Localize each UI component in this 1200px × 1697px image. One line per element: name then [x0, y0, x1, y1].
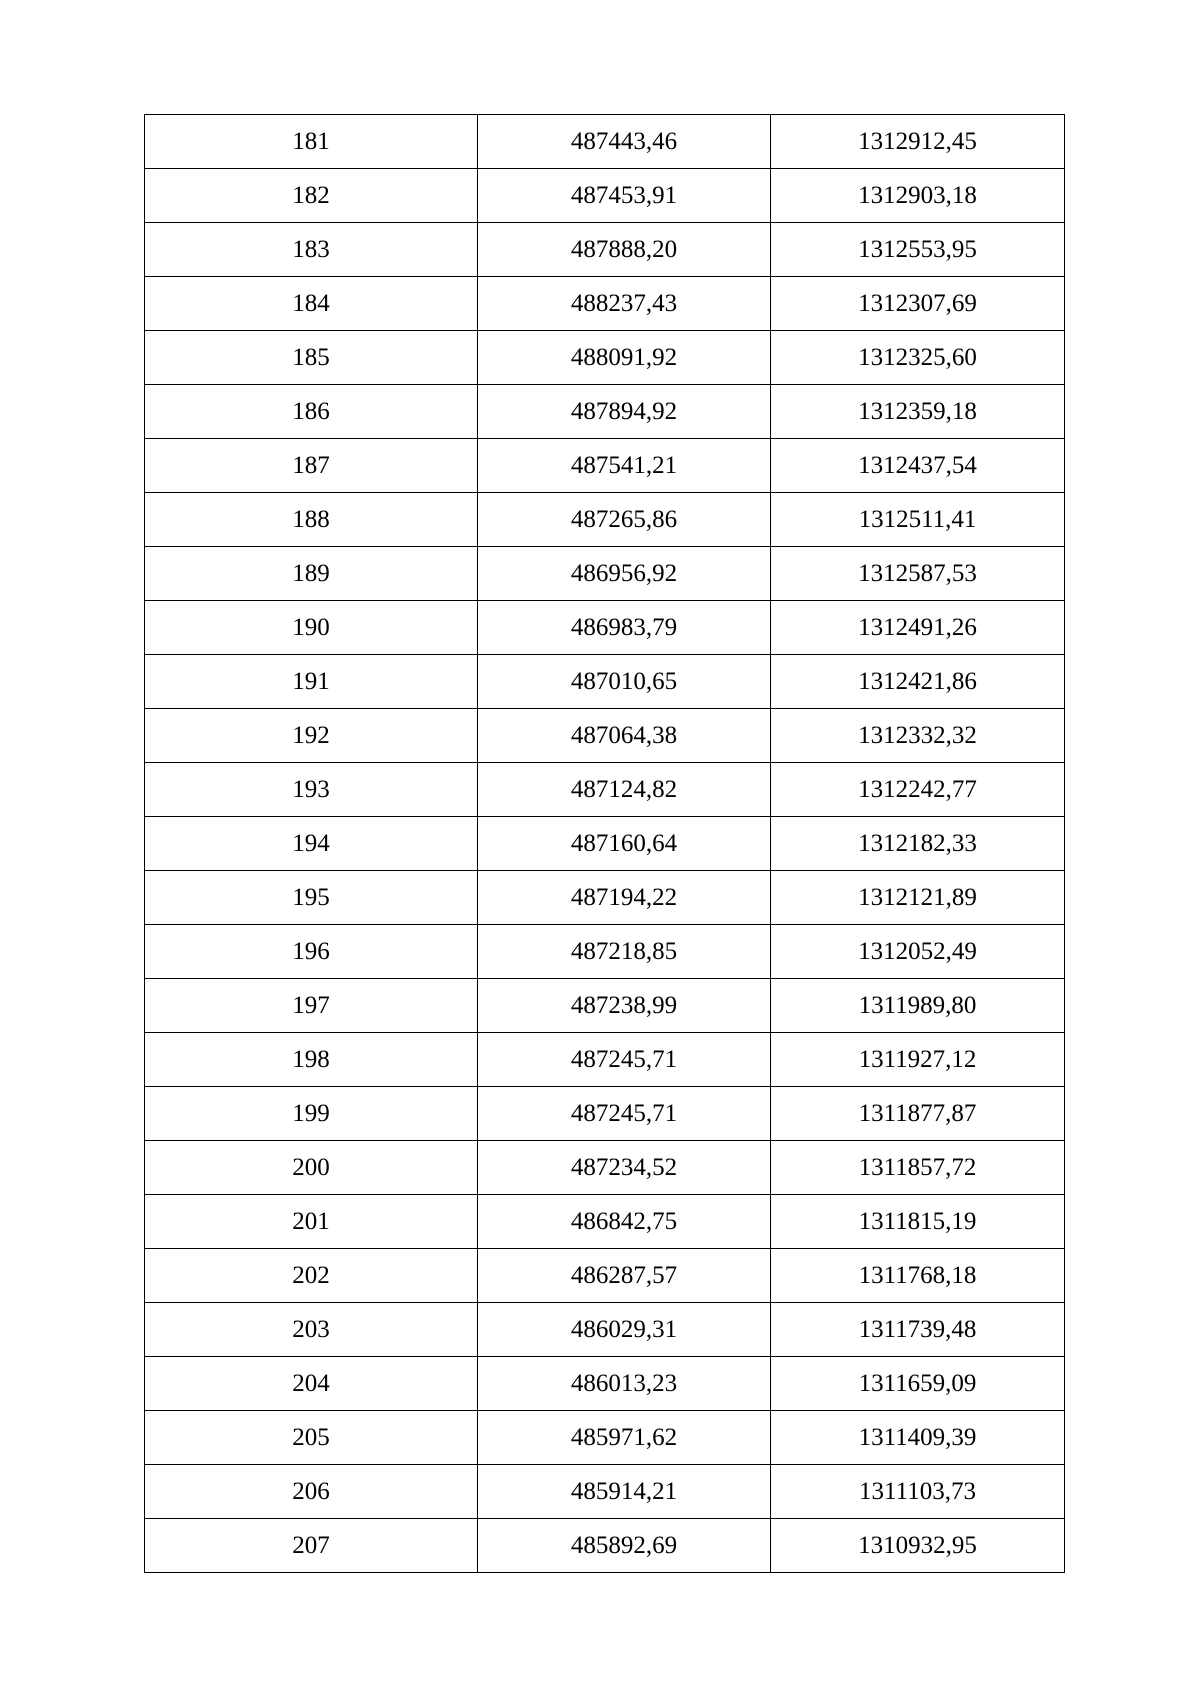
y-coordinate-cell: 1312912,45 — [771, 115, 1065, 169]
table-row — [145, 709, 1065, 763]
table-row — [145, 871, 1065, 925]
x-coordinate-cell: 487894,92 — [478, 385, 771, 439]
point-number-cell: 197 — [145, 979, 478, 1033]
x-coordinate-cell: 487064,38 — [478, 709, 771, 763]
y-coordinate-cell: 1312242,77 — [771, 763, 1065, 817]
y-coordinate-cell: 1312332,32 — [771, 709, 1065, 763]
point-number-cell: 187 — [145, 439, 478, 493]
table-row — [145, 1087, 1065, 1141]
y-coordinate-cell: 1312587,53 — [771, 547, 1065, 601]
table-row — [145, 1141, 1065, 1195]
table-row — [145, 439, 1065, 493]
y-coordinate-cell: 1312307,69 — [771, 277, 1065, 331]
point-number-cell: 182 — [145, 169, 478, 223]
y-coordinate-cell: 1312511,41 — [771, 493, 1065, 547]
x-coordinate-cell: 488091,92 — [478, 331, 771, 385]
point-number-cell: 198 — [145, 1033, 478, 1087]
x-coordinate-cell: 486287,57 — [478, 1249, 771, 1303]
y-coordinate-cell: 1311877,87 — [771, 1087, 1065, 1141]
point-number-cell: 206 — [145, 1465, 478, 1519]
table-row — [145, 493, 1065, 547]
table-row — [145, 547, 1065, 601]
coordinates-table-body — [145, 115, 1065, 1573]
x-coordinate-cell: 487194,22 — [478, 871, 771, 925]
point-number-cell: 199 — [145, 1087, 478, 1141]
point-number-cell: 201 — [145, 1195, 478, 1249]
table-row — [145, 1249, 1065, 1303]
table-row — [145, 1411, 1065, 1465]
x-coordinate-cell: 486013,23 — [478, 1357, 771, 1411]
y-coordinate-cell: 1312182,33 — [771, 817, 1065, 871]
x-coordinate-cell: 487238,99 — [478, 979, 771, 1033]
point-number-cell: 204 — [145, 1357, 478, 1411]
y-coordinate-cell: 1311815,19 — [771, 1195, 1065, 1249]
point-number-cell: 184 — [145, 277, 478, 331]
table-row — [145, 1519, 1065, 1573]
point-number-cell: 202 — [145, 1249, 478, 1303]
x-coordinate-cell: 485971,62 — [478, 1411, 771, 1465]
x-coordinate-cell: 487245,71 — [478, 1033, 771, 1087]
x-coordinate-cell: 486029,31 — [478, 1303, 771, 1357]
point-number-cell: 191 — [145, 655, 478, 709]
point-number-cell: 192 — [145, 709, 478, 763]
y-coordinate-cell: 1311103,73 — [771, 1465, 1065, 1519]
x-coordinate-cell: 487218,85 — [478, 925, 771, 979]
x-coordinate-cell: 487265,86 — [478, 493, 771, 547]
table-row — [145, 655, 1065, 709]
x-coordinate-cell: 487888,20 — [478, 223, 771, 277]
coordinates-table — [144, 114, 1065, 1573]
x-coordinate-cell: 487234,52 — [478, 1141, 771, 1195]
x-coordinate-cell: 487010,65 — [478, 655, 771, 709]
x-coordinate-cell: 485914,21 — [478, 1465, 771, 1519]
y-coordinate-cell: 1311857,72 — [771, 1141, 1065, 1195]
y-coordinate-cell: 1311739,48 — [771, 1303, 1065, 1357]
x-coordinate-cell: 485892,69 — [478, 1519, 771, 1573]
table-row — [145, 925, 1065, 979]
table-row — [145, 601, 1065, 655]
table-row — [145, 277, 1065, 331]
x-coordinate-cell: 486956,92 — [478, 547, 771, 601]
y-coordinate-cell: 1312903,18 — [771, 169, 1065, 223]
point-number-cell: 189 — [145, 547, 478, 601]
point-number-cell: 196 — [145, 925, 478, 979]
table-row — [145, 169, 1065, 223]
point-number-cell: 203 — [145, 1303, 478, 1357]
table-row — [145, 1465, 1065, 1519]
point-number-cell: 193 — [145, 763, 478, 817]
y-coordinate-cell: 1311989,80 — [771, 979, 1065, 1033]
y-coordinate-cell: 1312421,86 — [771, 655, 1065, 709]
x-coordinate-cell: 487453,91 — [478, 169, 771, 223]
table-row — [145, 817, 1065, 871]
point-number-cell: 186 — [145, 385, 478, 439]
x-coordinate-cell: 488237,43 — [478, 277, 771, 331]
y-coordinate-cell: 1311768,18 — [771, 1249, 1065, 1303]
point-number-cell: 188 — [145, 493, 478, 547]
point-number-cell: 195 — [145, 871, 478, 925]
point-number-cell: 200 — [145, 1141, 478, 1195]
point-number-cell: 190 — [145, 601, 478, 655]
table-row — [145, 1357, 1065, 1411]
table-row — [145, 385, 1065, 439]
point-number-cell: 207 — [145, 1519, 478, 1573]
x-coordinate-cell: 487160,64 — [478, 817, 771, 871]
table-row — [145, 115, 1065, 169]
point-number-cell: 194 — [145, 817, 478, 871]
table-row — [145, 979, 1065, 1033]
x-coordinate-cell: 487245,71 — [478, 1087, 771, 1141]
y-coordinate-cell: 1312325,60 — [771, 331, 1065, 385]
point-number-cell: 205 — [145, 1411, 478, 1465]
y-coordinate-cell: 1310932,95 — [771, 1519, 1065, 1573]
table-row — [145, 1303, 1065, 1357]
y-coordinate-cell: 1312553,95 — [771, 223, 1065, 277]
y-coordinate-cell: 1312437,54 — [771, 439, 1065, 493]
point-number-cell: 181 — [145, 115, 478, 169]
table-row — [145, 1195, 1065, 1249]
table-row — [145, 331, 1065, 385]
point-number-cell: 183 — [145, 223, 478, 277]
table-row — [145, 763, 1065, 817]
y-coordinate-cell: 1311927,12 — [771, 1033, 1065, 1087]
x-coordinate-cell: 487541,21 — [478, 439, 771, 493]
y-coordinate-cell: 1312491,26 — [771, 601, 1065, 655]
y-coordinate-cell: 1311409,39 — [771, 1411, 1065, 1465]
y-coordinate-cell: 1311659,09 — [771, 1357, 1065, 1411]
y-coordinate-cell: 1312359,18 — [771, 385, 1065, 439]
y-coordinate-cell: 1312052,49 — [771, 925, 1065, 979]
table-row — [145, 223, 1065, 277]
y-coordinate-cell: 1312121,89 — [771, 871, 1065, 925]
x-coordinate-cell: 486983,79 — [478, 601, 771, 655]
x-coordinate-cell: 486842,75 — [478, 1195, 771, 1249]
point-number-cell: 185 — [145, 331, 478, 385]
table-row — [145, 1033, 1065, 1087]
x-coordinate-cell: 487124,82 — [478, 763, 771, 817]
x-coordinate-cell: 487443,46 — [478, 115, 771, 169]
